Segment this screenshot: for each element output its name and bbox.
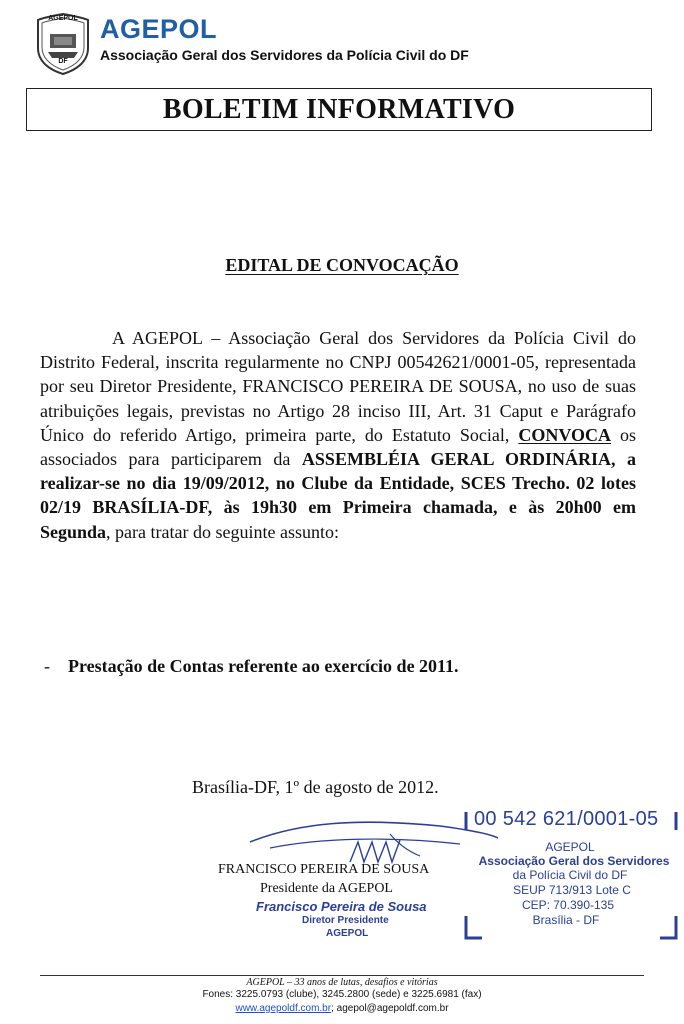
footer-divider (40, 975, 644, 976)
signatory-role: Presidente da AGEPOL (260, 881, 393, 896)
convoca-word: CONVOCA (518, 424, 611, 445)
name-stamp-role: Diretor Presidente (302, 915, 389, 926)
paragraph-closing: , para tratar do seguinte assunto: (106, 521, 339, 542)
email-text: ; agepol@agepoldf.com.br (331, 1003, 449, 1014)
cnpj-number: 00 542 621/0001-05 (474, 808, 659, 830)
agenda-item (44, 656, 459, 677)
bulletin-title-box (26, 88, 652, 131)
footer-phones: Fones: 3225.0793 (clube), 3245.2800 (sede) e 3225.6981 (fax) (202, 989, 482, 1000)
agenda-dash: - (44, 656, 50, 676)
logo-subtext: DF (58, 58, 68, 65)
stamp-address: SEUP 713/913 Lote C (513, 883, 631, 897)
signatory-name: FRANCISCO PEREIRA DE SOUSA (218, 862, 430, 877)
website-link[interactable]: www.agepoldf.com.br (235, 1003, 332, 1014)
agenda-text: Prestação de Contas referente ao exercício de 2011. (68, 656, 459, 676)
stamp-org-short: AGEPOL (545, 840, 595, 854)
org-name: AGEPOL (100, 14, 218, 44)
assembly-details: ASSEMBLÉIA GERAL ORDINÁRIA, a realizar-se no dia 19/09/2012, no Clube da Entidade, SCES Trecho. 02 lotes 02/19 BRASÍLIA-DF, às 19h30 em Primeira chamada, e às 20h00 em Segunda (40, 449, 636, 542)
logo-text: AGEPOL (48, 15, 78, 22)
edital-title: EDITAL DE CONVOCAÇÃO (225, 255, 459, 275)
stamp-cep: CEP: 70.390-135 (521, 898, 615, 912)
footer-motto: AGEPOL – 33 anos de lutas, desafios e vitórias (246, 977, 438, 988)
place-date: Brasília-DF, 1º de agosto de 2012. (192, 777, 439, 797)
bulletin-title: BOLETIM INFORMATIVO (162, 93, 516, 125)
paragraph-invite: os associados para participarem da (40, 424, 636, 470)
stamp-org-scope: da Polícia Civil do DF (512, 868, 628, 882)
convocation-paragraph (40, 326, 636, 544)
footer-contact (0, 1003, 684, 1014)
org-full-name: Associação Geral dos Servidores da Polícia Civil do DF (100, 47, 469, 63)
stamp-city: Brasília - DF (532, 913, 600, 927)
name-stamp: Francisco Pereira de Sousa (256, 899, 427, 914)
name-stamp-org: AGEPOL (326, 928, 369, 939)
stamp-org-full: Associação Geral dos Servidores (478, 854, 670, 868)
paragraph-intro: A AGEPOL – Associação Geral dos Servidores da Polícia Civil do Distrito Federal, inscrita regularmente no CNPJ 00542621/0001-05, representada por seu Diretor Presidente, FRANCISCO PEREIRA DE SOUSA, no uso de suas atribuições legais, previstas no Artigo 28 inciso III, Art. 31 Caput e Parágrafo Único do referido Artigo, primeira parte, do Estatuto Social, (40, 328, 636, 445)
